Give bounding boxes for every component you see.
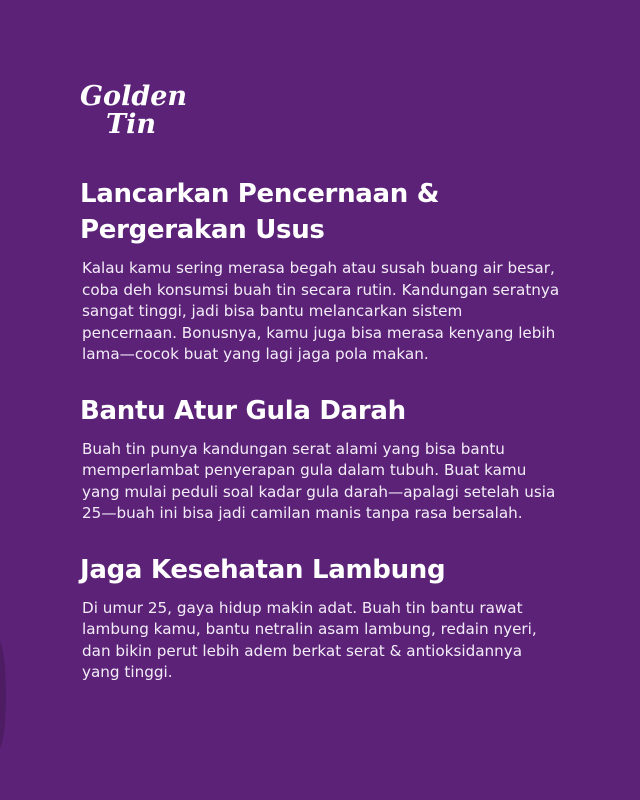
golden-tin-logo: [80, 78, 190, 140]
section-title: Lancarkan Pencernaan & Pergerakan Usus: [80, 179, 440, 245]
section-title: Jaga Kesehatan Lambung: [80, 554, 446, 585]
article-content: [80, 176, 570, 684]
edge-shadow: [0, 640, 6, 750]
section-stomach-health: [80, 552, 570, 684]
section-title: Bantu Atur Gula Darah: [80, 395, 406, 426]
section-body: Di umur 25, gaya hidup makin adat. Buah tin bantu rawat lambung kamu, bantu netralin asam lambung, redain nyeri, dan bikin perut lebih adem berkat serat & antioksidannya yang tinggi.: [82, 598, 537, 681]
section-digestion: [80, 176, 570, 366]
section-blood-sugar: [80, 393, 570, 525]
logo-line-2: Tin: [106, 109, 156, 140]
logo-line-1: Golden: [80, 81, 188, 112]
section-body: Kalau kamu sering merasa begah atau susah buang air besar, coba deh konsumsi buah tin secara rutin. Kandungan seratnya sangat tinggi, jadi bisa bantu melancarkan sistem pencernaan. Bonusnya, kamu juga bisa merasa kenyang lebih lama—cocok buat yang lagi jaga pola makan.: [82, 259, 560, 363]
section-body: Buah tin punya kandungan serat alami yang bisa bantu memperlambat penyerapan gula dalam tubuh. Buat kamu yang mulai peduli soal kadar gula darah—apalagi setelah usia 25—buah ini bisa jadi camilan manis tanpa rasa bersalah.: [82, 439, 556, 522]
